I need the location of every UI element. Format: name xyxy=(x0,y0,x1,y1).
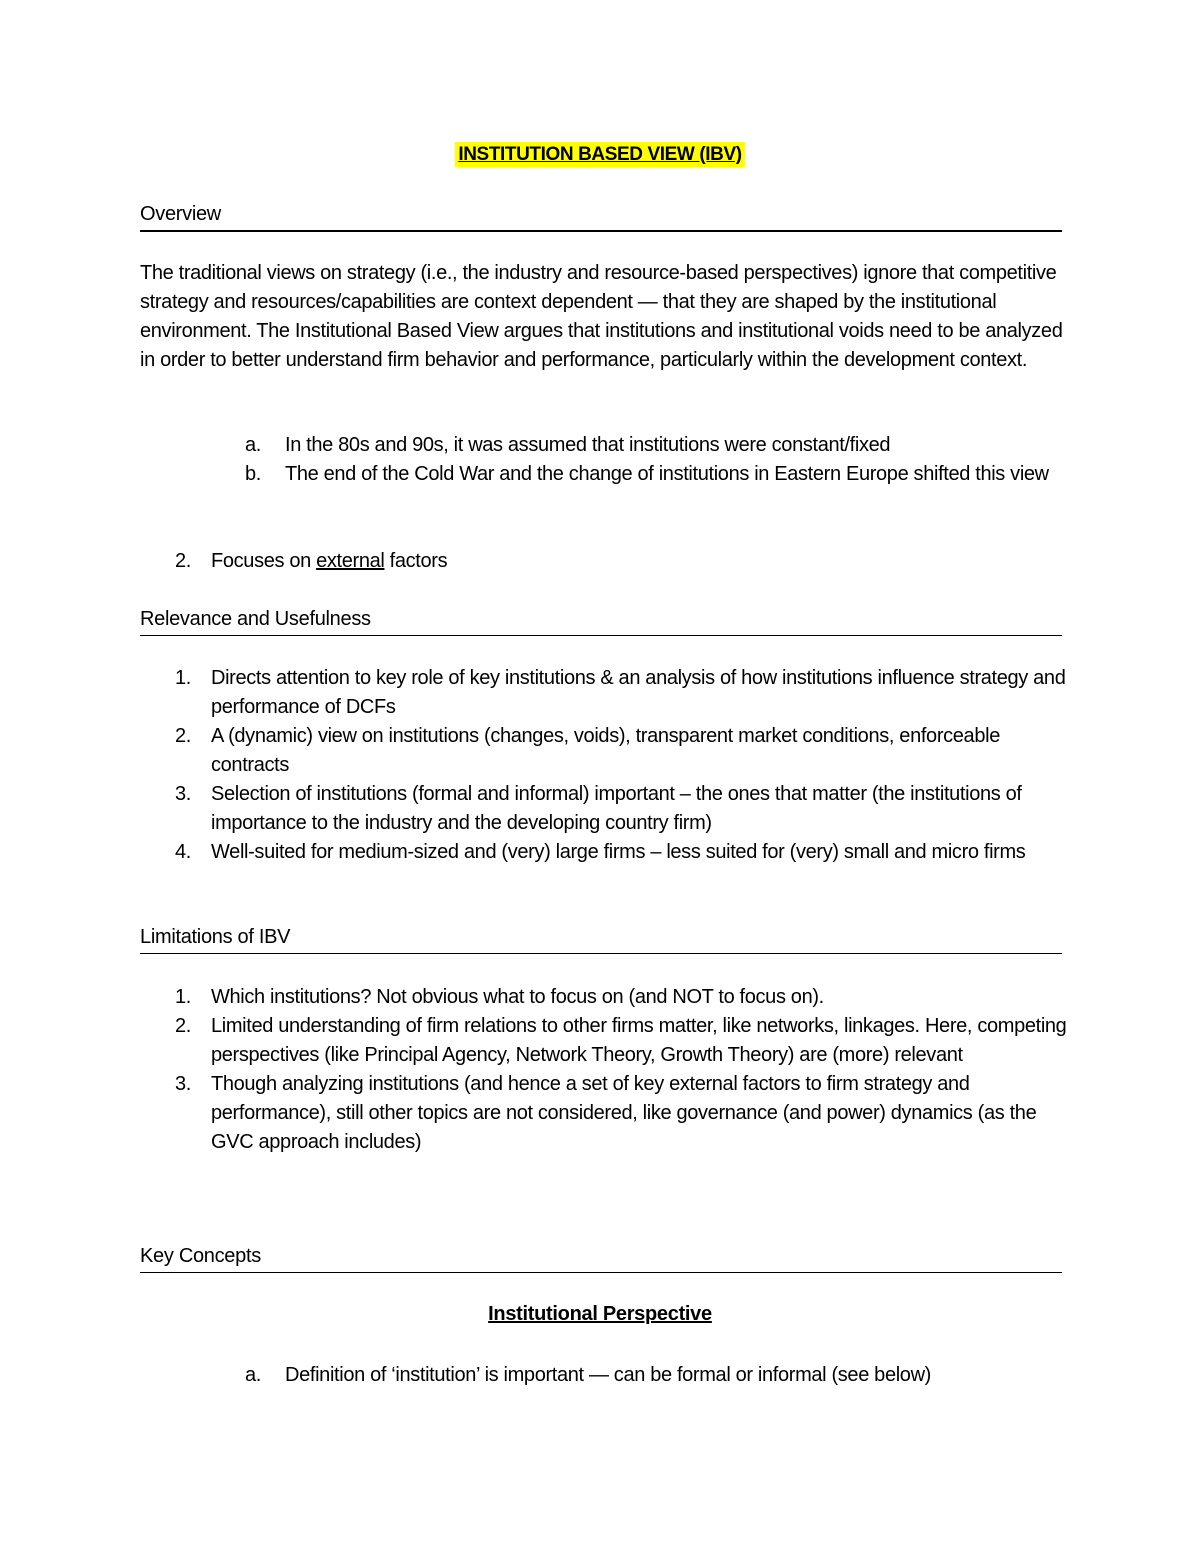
list-item xyxy=(245,460,1075,489)
section-heading-overview: Overview xyxy=(140,201,1062,232)
section-heading-limitations: Limitations of IBV xyxy=(140,924,1062,954)
list-item-text: Directs attention to key role of key institutions & an analysis of how institutions influence strategy and performance of DCFs xyxy=(211,667,1066,718)
list-item xyxy=(245,1361,1075,1390)
subheading-institutional-perspective: Institutional Perspective xyxy=(488,1303,712,1325)
list-item xyxy=(245,431,1075,460)
list-marker: 3. xyxy=(175,1073,191,1095)
list-item-prefix: Focuses on xyxy=(211,550,317,572)
list-marker: 2. xyxy=(175,550,191,572)
overview-paragraph: The traditional views on strategy (i.e., the industry and resource-based perspectives) ignore that competitive strategy and resources/capabilities are context dependent — that they are shaped by the institutional environment. The Institutional Based View argues that institutions and institutional voids need to be analyzed in order to better understand firm behavior and performance, particularly within the development context. xyxy=(140,262,1063,371)
title-container xyxy=(0,143,1200,166)
list-item-text: Though analyzing institutions (and hence a set of key external factors to firm strategy and performance), still other topics are not considered, like governance (and power) dynamics (as the GVC approach includes) xyxy=(211,1073,1037,1153)
list-marker: a. xyxy=(245,1364,261,1386)
list-marker: 1. xyxy=(175,986,191,1008)
section-heading-relevance: Relevance and Usefulness xyxy=(140,606,1062,636)
relevance-list xyxy=(140,664,1075,867)
list-item xyxy=(140,780,1075,838)
list-item-text: Which institutions? Not obvious what to focus on (and NOT to focus on). xyxy=(211,986,824,1008)
emphasis-text: external xyxy=(316,550,385,572)
overview-numbered-list xyxy=(140,547,1070,576)
section-heading-key-concepts: Key Concepts xyxy=(140,1243,1062,1273)
key-concepts-list xyxy=(245,1361,1075,1390)
list-item-text: In the 80s and 90s, it was assumed that institutions were constant/fixed xyxy=(285,434,891,456)
list-marker: b. xyxy=(245,463,261,485)
overview-alpha-list xyxy=(245,431,1075,489)
limitations-list xyxy=(140,983,1075,1157)
list-marker: 3. xyxy=(175,783,191,805)
list-item-suffix: factors xyxy=(384,550,448,572)
list-marker: 2. xyxy=(175,1015,191,1037)
list-item-text: A (dynamic) view on institutions (changes, voids), transparent market conditions, enforceable contracts xyxy=(211,725,1000,776)
list-item-text: The end of the Cold War and the change of institutions in Eastern Europe shifted this view xyxy=(285,463,1049,485)
subheading-container xyxy=(0,1303,1200,1326)
list-item xyxy=(140,722,1075,780)
document-title: INSTITUTION BASED VIEW (IBV) xyxy=(455,142,744,167)
list-marker: 4. xyxy=(175,841,191,863)
list-item xyxy=(140,664,1075,722)
list-marker: 2. xyxy=(175,725,191,747)
list-item xyxy=(140,547,1070,576)
list-item-text: Limited understanding of firm relations to other firms matter, like networks, linkages. Here, competing perspectives (like Principal Agency, Network Theory, Growth Theory) are (more) relevant xyxy=(211,1015,1067,1066)
list-item xyxy=(140,838,1075,867)
list-item-text: Definition of ‘institution’ is important — can be formal or informal (see below) xyxy=(285,1364,931,1386)
list-item xyxy=(140,983,1075,1012)
list-marker: a. xyxy=(245,434,261,456)
list-marker: 1. xyxy=(175,667,191,689)
list-item xyxy=(140,1070,1075,1157)
list-item-text: Well-suited for medium-sized and (very) large firms – less suited for (very) small and micro firms xyxy=(211,841,1026,863)
list-item-text: Selection of institutions (formal and informal) important – the ones that matter (the institutions of importance to the industry and the developing country firm) xyxy=(211,783,1022,834)
list-item xyxy=(140,1012,1075,1070)
